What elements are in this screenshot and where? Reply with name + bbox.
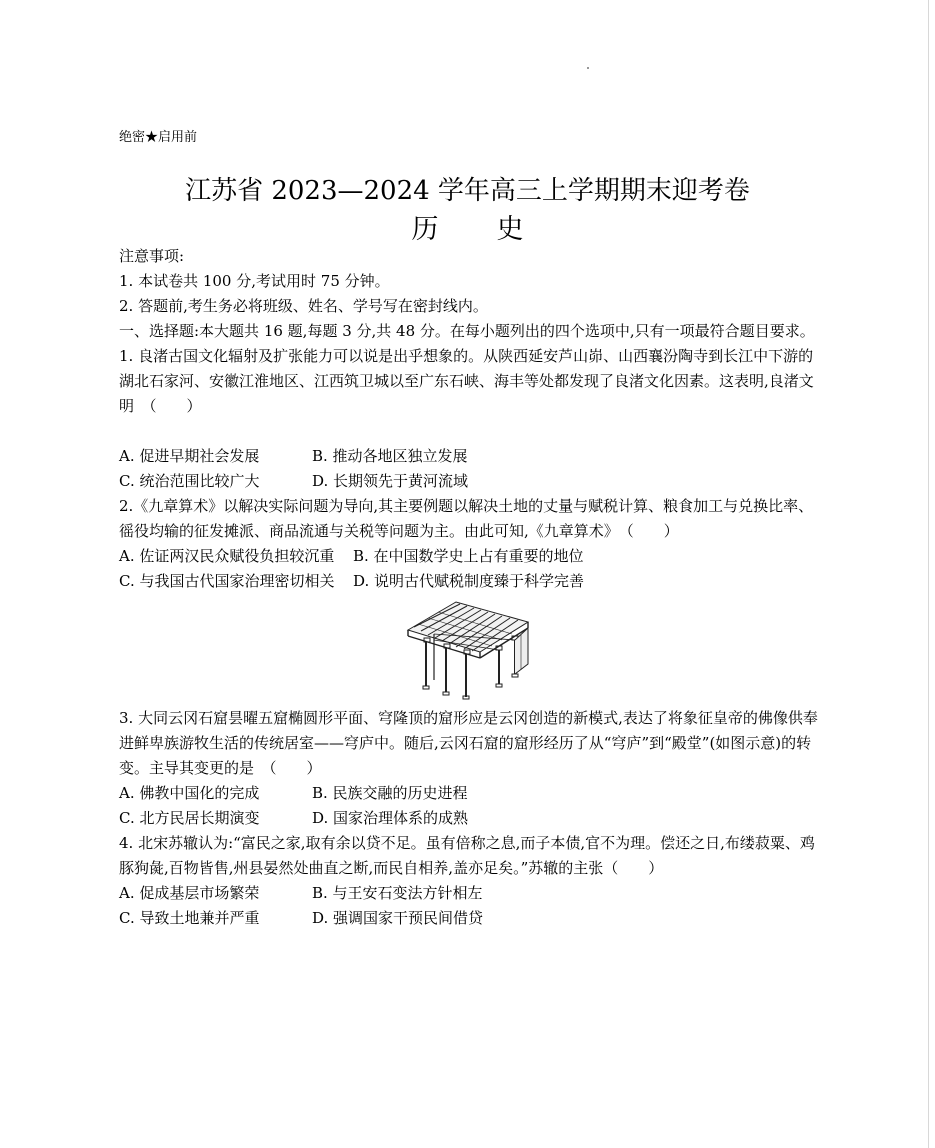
- option-c: C. 统治范围比较广大: [119, 472, 260, 490]
- question-2-stem: 2.《九章算术》以解决实际问题为导向,其主要例题以解决土地的丈量与赋税计算、粮食加工与兑换比率、徭役均输的征发摊派、商品流通与关税等问题为主。由此可知,《九章算术》 （ ）: [119, 497, 814, 540]
- palace-hall-figure: [404, 600, 532, 700]
- exam-content: [119, 244, 824, 931]
- section-instructions: 一、选择题:本大题共 16 题,每题 3 分,共 48 分。在每小题列出的四个选项中,只有一项最符合题目要求。: [119, 322, 815, 340]
- note-item: 2. 答题前,考生务必将班级、姓名、学号写在密封线内。: [119, 297, 488, 315]
- question-1-stem: 1. 良渚古国文化辐射及扩张能力可以说是出乎想象的。从陕西延安芦山峁、山西襄汾陶寺到长江中下游的湖北石家河、安徽江淮地区、江西筑卫城以至广东石峡、海丰等处都发现了良渚文化因素。这表明,良渚文明 （ ）: [119, 347, 814, 415]
- option-a: A. 促进早期社会发展: [119, 447, 260, 465]
- question-2-options-row-1: [119, 544, 824, 569]
- option-d: D. 说明古代赋税制度臻于科学完善: [353, 572, 585, 590]
- question-3-options-row-1: [119, 781, 824, 806]
- option-c: C. 北方民居长期演变: [119, 809, 260, 827]
- question-3-stem: 3. 大同云冈石窟昙曜五窟椭圆形平面、穹隆顶的窟形应是云冈创造的新模式,表达了将象征皇帝的佛像供奉进鲜卑族游牧生活的传统居室——穹庐中。随后,云冈石窟的窟形经历了从“穹庐”到“殿堂”(如图示意)的转变。主导其变更的是 （ ）: [119, 709, 818, 777]
- option-b: B. 推动各地区独立发展: [312, 447, 468, 465]
- option-d: D. 强调国家干预民间借贷: [312, 909, 484, 927]
- question-2-options-row-2: [119, 569, 824, 594]
- question-4-options-row-2: [119, 906, 824, 931]
- question-1-options-row-1: [119, 444, 824, 469]
- question-4-stem: 4. 北宋苏辙认为:“富民之家,取有余以贷不足。虽有倍称之息,而子本债,官不为理。偿还之日,布缕菽粟、鸡豚狗彘,百物皆售,州县晏然处曲直之断,而民自相养,盖亦足矣。”苏辙的主张（ ）: [119, 834, 815, 877]
- subject-title: 历史: [411, 214, 582, 245]
- option-a: A. 佛教中国化的完成: [119, 784, 260, 802]
- option-d: D. 国家治理体系的成熟: [312, 809, 469, 827]
- option-c: C. 与我国古代国家治理密切相关: [119, 572, 335, 590]
- option-b: B. 与王安石变法方针相左: [312, 884, 483, 902]
- option-a: A. 促成基层市场繁荣: [119, 884, 260, 902]
- question-1-options-row-2: [119, 469, 824, 494]
- question-4-options-row-1: [119, 881, 824, 906]
- question-3-options-row-2: [119, 806, 824, 831]
- notes-heading: 注意事项:: [119, 247, 185, 265]
- option-c: C. 导致土地兼并严重: [119, 909, 260, 927]
- exam-title: 江苏省 2023—2024 学年高三上学期期末迎考卷: [185, 176, 750, 206]
- note-item: 1. 本试卷共 100 分,考试用时 75 分钟。: [119, 272, 390, 290]
- option-d: D. 长期领先于黄河流域: [312, 472, 469, 490]
- blank-line: [119, 419, 824, 444]
- secret-mark: 绝密★启用前: [119, 130, 198, 145]
- option-b: B. 民族交融的历史进程: [312, 784, 468, 802]
- option-a: A. 佐证两汉民众赋役负担较沉重: [119, 547, 335, 565]
- option-b: B. 在中国数学史上占有重要的地位: [353, 547, 584, 565]
- scan-dot: [587, 67, 589, 69]
